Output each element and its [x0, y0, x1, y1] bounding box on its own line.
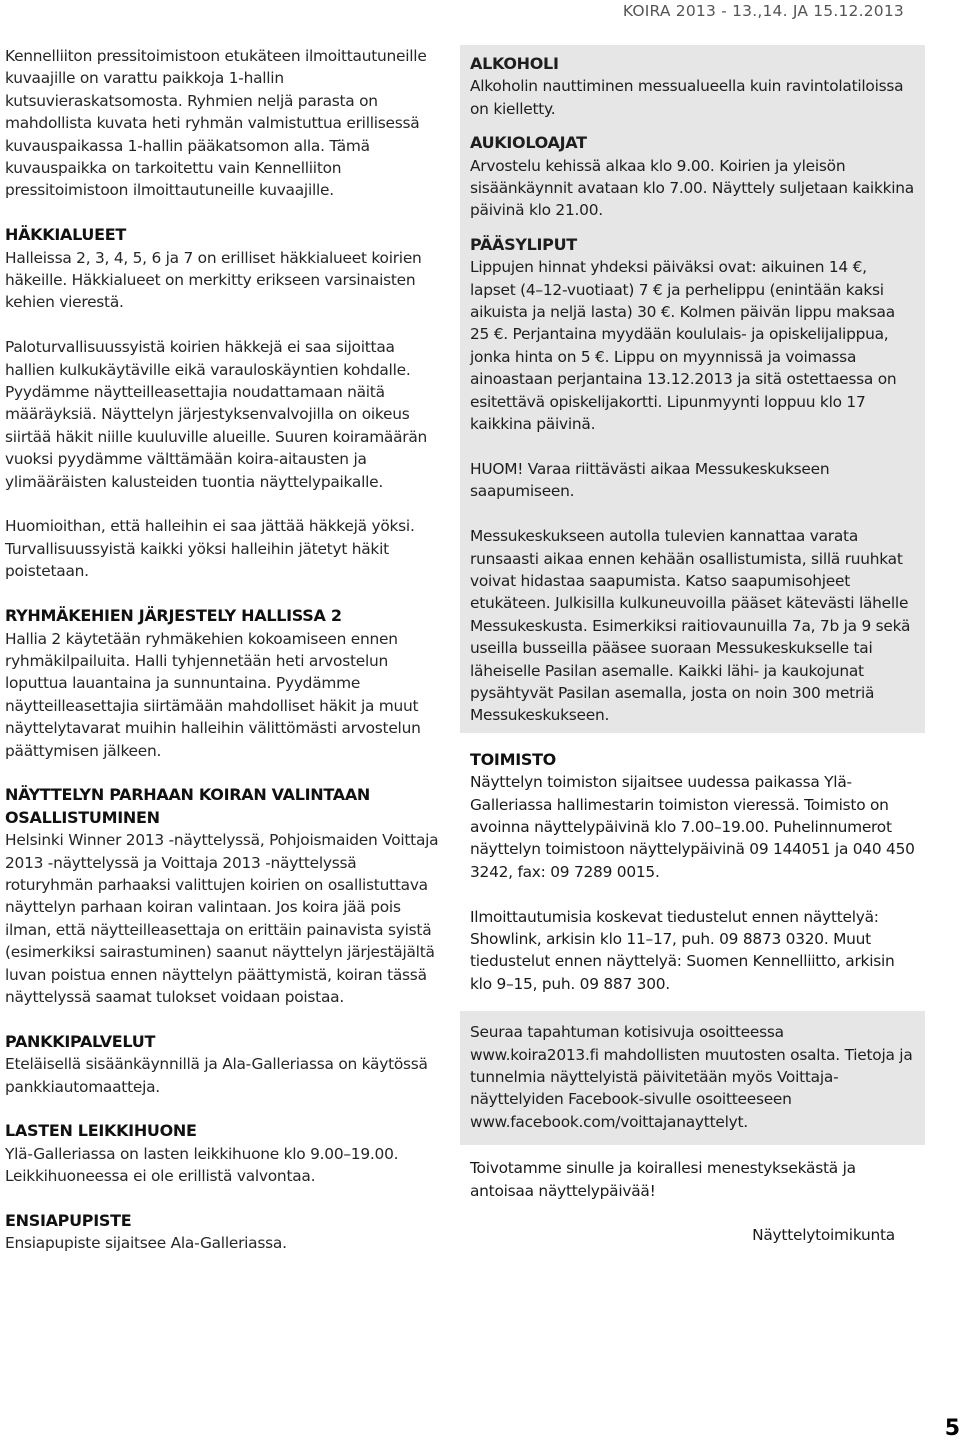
ensiapu-paragraph: Ensiapupiste sijaitsee Ala-Galleriassa. [5, 1234, 287, 1253]
page-number: 5 [944, 1416, 960, 1441]
right-column [460, 45, 925, 1246]
hakki-paragraph-1: Halleissa 2, 3, 4, 5, 6 ja 7 on erilliset häkkialueet koirien häkeille. Häkkialueet on merkitty erikseen varsinaisten kehien vierestä. [5, 248, 422, 312]
alkoholi-paragraph: Alkoholin nauttiminen messualueella kuin ravintolatiloissa on kielletty. [470, 77, 904, 118]
pankki-paragraph: Eteläisellä sisäänkäynnillä ja Ala-Galleriassa on käytössä pankkiautomaatteja. [5, 1055, 428, 1096]
left-column [5, 45, 445, 1255]
toimisto-paragraph-1: Näyttelyn toimiston sijaitsee uudessa paikassa Ylä-Galleriassa hallimestarin toimiston vieressä. Toimisto on avoinna näyttelypäivinä klo 7.00–19.00. Puhelinnumerot näyttelyn toimistoon näyttelypäivinä 09 144051 ja 040 450 3242, fax: 09 7289 0015. [470, 773, 915, 881]
hakki-paragraph-3: Huomioithan, että halleihin ei saa jättää häkkejä yöksi. Turvallisuussyistä kaikki yöksi halleihin jätetyt häkit poistetaan. [5, 517, 415, 581]
paasy-paragraph-huom: HUOM! Varaa riittävästi aikaa Messukeskukseen saapumiseen. [470, 459, 830, 501]
lasten-paragraph: Ylä-Galleriassa on lasten leikkihuone klo 9.00–19.00. Leikkihuoneessa ei ole erillistä valvontaa. [5, 1144, 399, 1186]
info-box-bottom [460, 1011, 925, 1145]
paasy-paragraph-3: Messukeskukseen autolla tulevien kannattaa varata runsaasti aikaa ennen kehään osallistumista, sillä ruuhkat voivat hidastaa saapumista. Katso saapumisohjeet etukäteen. Julkisilla kulkuneuvoilla pääset kätevästi lähelle Messukeskusta. Esimerkiksi raitiovaunuilla 7a, 7b ja 9 sekä useilla busseilla pääsee suoraan Messukeskukselle tai läheiselle Pasilan asemalle. Kaikki lähi- ja kaukojunat pysähtyvät Pasilan asemalla, josta on noin 300 metriä Messukeskukseen. [470, 527, 911, 725]
paasy-heading: PÄÄSYLIPUT [470, 234, 577, 254]
hakki-heading: HÄKKIALUEET [5, 225, 126, 245]
closing-section [460, 1157, 925, 1246]
ryhma-heading: RYHMÄKEHIEN JÄRJESTELY HALLISSA 2 [5, 606, 342, 626]
toimisto-section [460, 749, 925, 995]
info-box-top [460, 45, 925, 733]
running-header: KOIRA 2013 - 13.,14. JA 15.12.2013 [622, 2, 904, 20]
pankki-heading: PANKKIPALVELUT [5, 1031, 156, 1051]
aukiolo-heading: AUKIOLOAJAT [470, 133, 587, 153]
toivotamme-paragraph: Toivotamme sinulle ja koirallesi menestyksekästä ja antoisaa näyttelypäivää! [470, 1159, 856, 1200]
aukiolo-paragraph: Arvostelu kehissä alkaa klo 9.00. Koirien ja yleisön sisäänkäynnit avataan klo 7.00. Näyttely suljetaan kaikkina päivinä klo 21.00. [470, 156, 914, 220]
alkoholi-heading: ALKOHOLI [470, 54, 559, 73]
seuraa-paragraph: Seuraa tapahtuman kotisivuja osoitteessa www.koira2013.fi mahdollisten muutosten osalta. Tietoja ja tunnelmia näyttelyistä päivitetään myös Voittaja-näyttelyiden Facebook-sivulle osoitteeseen www.facebook.com/voittajanayttelyt. [470, 1023, 913, 1131]
parhaan-heading: NÄYTTELYN PARHAAN KOIRAN VALINTAAN OSALLISTUMINEN [5, 785, 371, 827]
toimisto-heading: TOIMISTO [470, 749, 556, 769]
ryhma-paragraph: Hallia 2 käytetään ryhmäkehien kokoamiseen ennen ryhmäkilpailuita. Halli tyhjennetään heti arvostelun loputtua lauantaina ja sunnuntaina. Pyydämme näytteilleasettajia siirtämään mahdolliset häkit ja muut näyttelytavarat muihin halleihin välittömästi arvostelun päättymisen jälkeen. [5, 629, 421, 760]
intro-paragraph: Kennelliiton pressitoimistoon etukäteen ilmoittautuneille kuvaajille on varattu paikkoja 1-hallin kutsuvieraskatsomosta. Ryhmien neljä parasta on mahdollista kuvata heti ryhmän valmistuttua erillisessä kuvauspaikassa 1-hallin pääkatsomon alla. Tämä kuvauspaikka on tarkoitettu vain Kennelliiton pressitoimistoon ilmoittautuneille kuvaajille. [5, 47, 427, 200]
ensiapu-heading: ENSIAPUPISTE [5, 1211, 132, 1230]
paasy-paragraph-1: Lippujen hinnat yhdeksi päiväksi ovat: aikuinen 14 €, lapset (4–12-vuotiaat) 7 € ja perhelippu (enintään kaksi aikuista ja neljä lasta) 30 €. Kolmen päivän lippu maksaa 25 €. Perjantaina myydään koululais- ja opiskelijalippua, jonka hinta on 5 €. Lippu on myynnissä ja voimassa ainoastaan perjantaina 13.12.2013 ja sitä ostettaessa on esitettävä opiskelijakortti. Lipunmyynti loppuu klo 17 kaikkina päivinä. [470, 258, 897, 434]
hakki-paragraph-2: Paloturvallisuussyistä koirien häkkejä ei saa sijoittaa hallien kulkukäytäville eikä varauloskäyntien kohdalle. Pyydämme näytteilleasettajia noudattamaan näitä määräyksiä. Näyttelyn järjestyksenvalvojilla on oikeus siirtää häkit niille kuuluville alueille. Suuren koiramäärän vuoksi pyydämme välttämään koira-aitausten ja ylimääräisten kalusteiden tuontia näyttelypaikalle. [5, 338, 428, 491]
parhaan-paragraph: Helsinki Winner 2013 -näyttelyssä, Pohjoismaiden Voittaja 2013 -näyttelyssä ja Voittaja 2013 -näyttelyssä roturyhmän parhaaksi valittujen koirien on osallistuttava näyttelyn parhaan koiran valintaan. Jos koira jää pois ilman, että näytteilleasettaja on erittäin painavista syistä (esimerkiksi sairastuminen) saanut näyttelyn järjestäjältä luvan poistua ennen näyttelyn päättymistä, koiran tässä näyttelyssä saamat tulokset voidaan poistaa. [5, 831, 439, 1006]
toimisto-paragraph-2: Ilmoittautumisia koskevat tiedustelut ennen näyttelyä: Showlink, arkisin klo 11–17, puh. 09 8873 0320. Muut tiedustelut ennen näyttelyä: Suomen Kennelliitto, arkisin klo 9–15, puh. 09 887 300. [470, 907, 895, 993]
signature: Näyttelytoimikunta [752, 1226, 895, 1245]
lasten-heading: LASTEN LEIKKIHUONE [5, 1121, 197, 1141]
